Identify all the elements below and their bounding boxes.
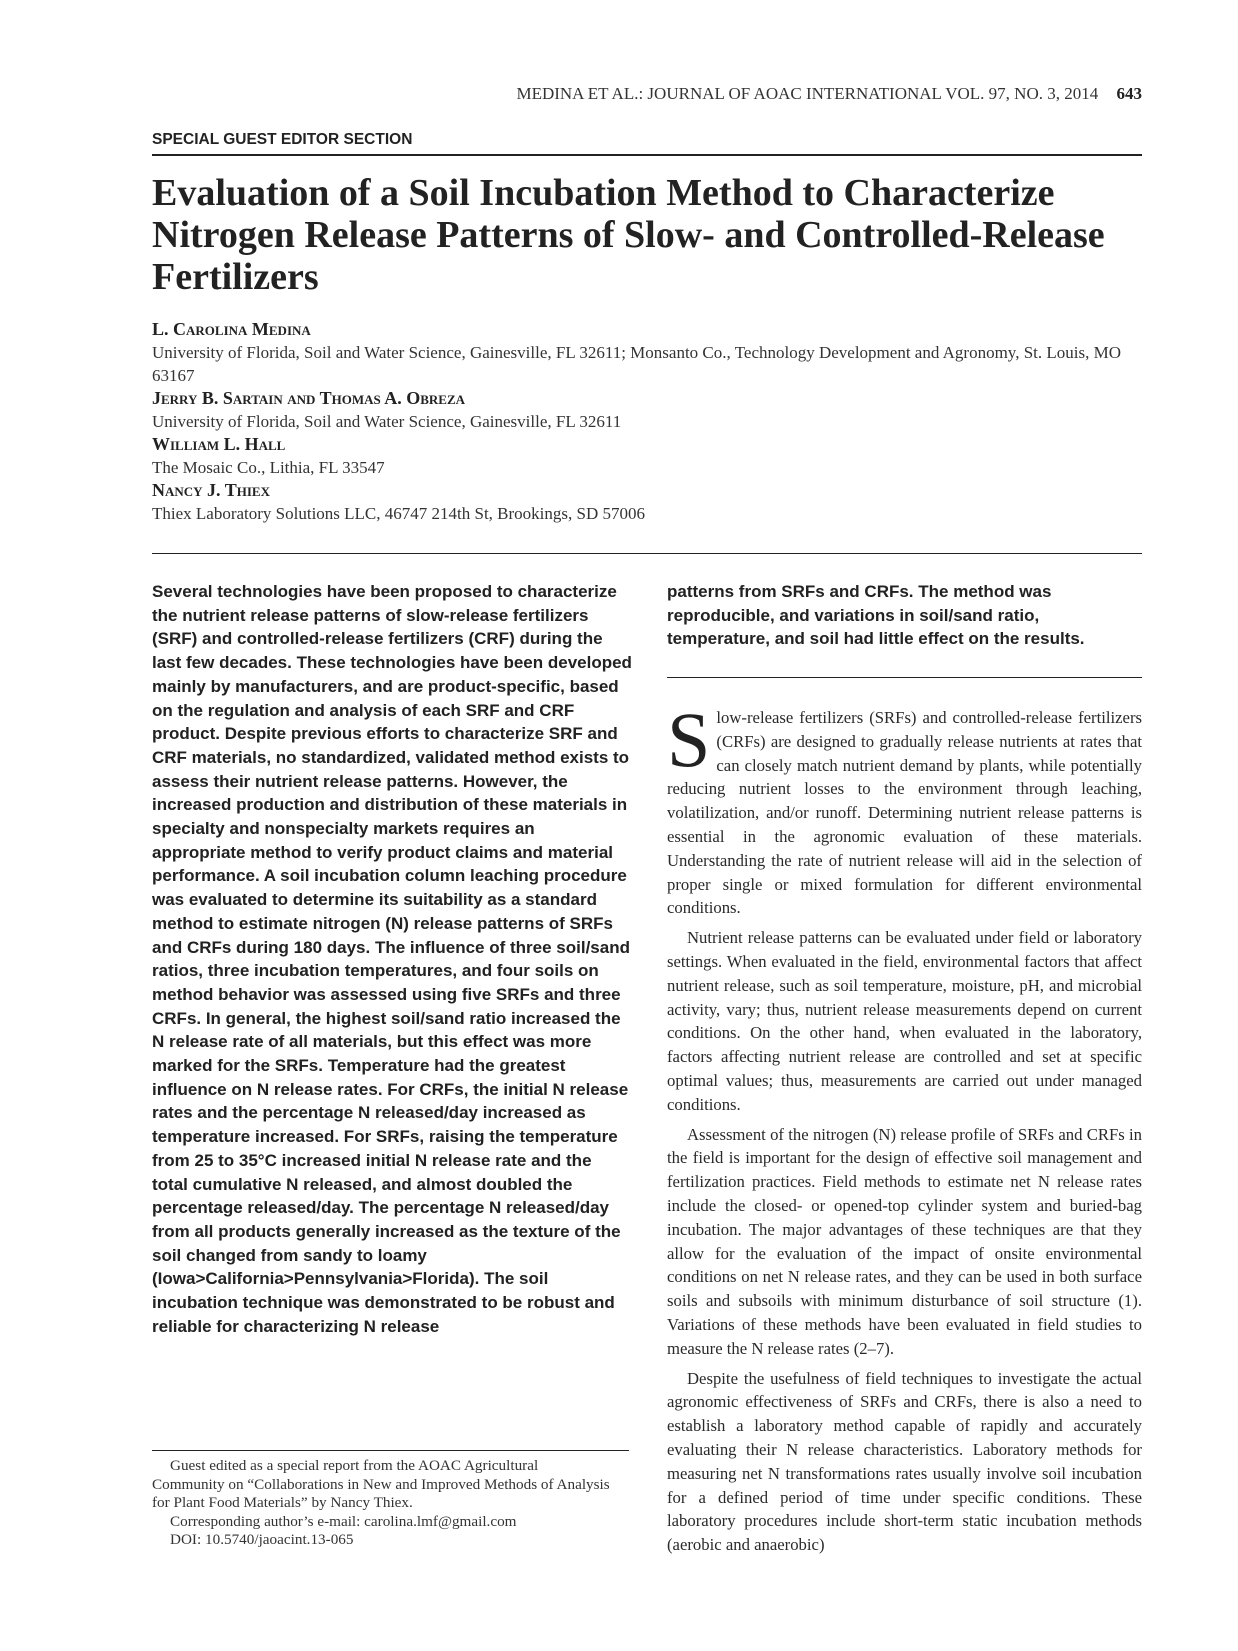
author-affiliation: The Mosaic Co., Lithia, FL 33547 — [152, 458, 385, 477]
body-paragraph-text: low-release fertilizers (SRFs) and controlled-release fertilizers (CRFs) are designed to gradually release nutrients at rates that can closely match nutrient demand by plants, while potentially reducing nutrient losses to the environment through leaching, volatilization, and/or runoff. Determining nutrient release patterns is essential in the agronomic evaluation of these materials. Understanding the rate of nutrient release will aid in the selection of proper single or mixed formulation for different environmental conditions. — [667, 708, 1142, 918]
abstract-divider — [667, 677, 1142, 678]
footnote-doi: DOI: 10.5740/jaoacint.13-065 — [170, 1531, 354, 1548]
page-title: Evaluation of a Soil Incubation Method to Characterize Nitrogen Release Patterns of Slow- and Controlled-Release Fertilizers — [152, 172, 1105, 298]
section-divider — [152, 154, 1142, 156]
author-affiliation: University of Florida, Soil and Water Science, Gainesville, FL 32611; Monsanto Co., Technology Development and Agronomy, St. Louis, MO 63167 — [152, 343, 1121, 385]
running-header — [150, 84, 1142, 104]
author-name: Nancy J. Thiex — [152, 480, 270, 500]
section-label: SPECIAL GUEST EDITOR SECTION — [152, 131, 413, 148]
authors-block — [152, 318, 1142, 525]
body-paragraph: Despite the usefulness of field techniques to investigate the actual agronomic effectiveness of SRFs and CRFs, there is also a need to establish a laboratory method capable of rapidly and accurately evaluating their N release characteristics. Laboratory methods for measuring net N transformations rates usually involve soil incubation for a defined period of time under specific conditions. These laboratory procedures include short-term static incubation methods (aerobic and anaerobic) — [667, 1368, 1142, 1555]
author-name: William L. Hall — [152, 434, 286, 454]
abstract-column-1: Several technologies have been proposed to characterize the nutrient release patterns of slow-release fertilizers (SRF) and controlled-release fertilizers (CRF) during the last few decades. These technologies have been developed mainly by manufacturers, and are product-specific, based on the regulation and analysis of each SRF and CRF product. Despite previous efforts to characterize SRF and CRF materials, no standardized, validated method exists to assess their nutrient release patterns. However, the increased production and distribution of these materials in specialty and nonspecialty markets requires an appropriate method to verify product claims and material performance. A soil incubation column leaching procedure was evaluated to determine its suitability as a standard method to estimate nitrogen (N) release patterns of SRFs and CRFs during 180 days. The influence of three soil/sand ratios, three incubation temperatures, and four soils on method behavior was assessed using five SRFs and three CRFs. In general, the highest soil/sand ratio increased the N release rate of all materials, but this effect was more marked for the SRFs. Temperature had the greatest influence on N release rates. For CRFs, the initial N release rates and the percentage N released/day increased as temperature increased. For SRFs, raising the temperature from 25 to 35°C increased initial N release rate and the total cumulative N released, and almost doubled the percentage released/day. The percentage N released/day from all products generally increased as the texture of the soil changed from sandy to loamy (Iowa>California>Pennsylvania>Florida). The soil incubation technique was demonstrated to be robust and reliable for characterizing N release — [152, 582, 632, 1336]
author-name: L. Carolina Medina — [152, 319, 311, 339]
author-affiliation: Thiex Laboratory Solutions LLC, 46747 214th St, Brookings, SD 57006 — [152, 504, 645, 523]
body-paragraph: Assessment of the nitrogen (N) release profile of SRFs and CRFs in the field is important for the design of effective soil management and fertilization practices. Field methods to estimate net N release rates include the closed- or opened-top cylinder system and buried-bag incubation. The major advantages of these techniques are that they allow for the evaluation of the impact of onsite environmental conditions on net N release rates, and they can be used in both surface soils and subsoils with minimum disturbance of soil structure (1). Variations of these methods have been evaluated in field studies to measure the N release rates (2–7). — [667, 1124, 1142, 1358]
journal-citation: MEDINA ET AL.: JOURNAL OF AOAC INTERNATIONAL VOL. 97, NO. 3, 2014 — [516, 84, 1099, 103]
body-text — [667, 696, 1142, 1557]
body-paragraph — [667, 696, 1142, 920]
author-name: Jerry B. Sartain and Thomas A. Obreza — [152, 388, 466, 408]
body-paragraph: Nutrient release patterns can be evaluated under field or laboratory settings. When evaluated in the field, environmental factors that affect nutrient release, such as soil temperature, moisture, pH, and microbial activity, vary; thus, nutrient release measurements depend on current conditions. On the other hand, when evaluated in the laboratory, factors affecting nutrient release are controlled and set at specific optimal values; thus, measurements are carried out under managed conditions. — [667, 928, 1142, 1114]
footnote — [152, 1457, 612, 1550]
footnote-corresponding-author: Corresponding author’s e-mail: carolina.lmf@gmail.com — [170, 1512, 517, 1530]
page-number: 643 — [1116, 84, 1142, 103]
footnote-guest-edited: Guest edited as a special report from the AOAC Agricultural Community on “Collaborations in New and Improved Methods of Analysis for Plant Food Materials” by Nancy Thiex. — [152, 1457, 610, 1511]
header-divider — [152, 553, 1142, 554]
author-affiliation: University of Florida, Soil and Water Science, Gainesville, FL 32611 — [152, 412, 622, 431]
footnote-divider — [152, 1450, 629, 1451]
drop-cap: S — [667, 696, 711, 783]
abstract-column-2: patterns from SRFs and CRFs. The method was reproducible, and variations in soil/sand ratio, temperature, and soil had little effect on the results. — [667, 582, 1085, 649]
